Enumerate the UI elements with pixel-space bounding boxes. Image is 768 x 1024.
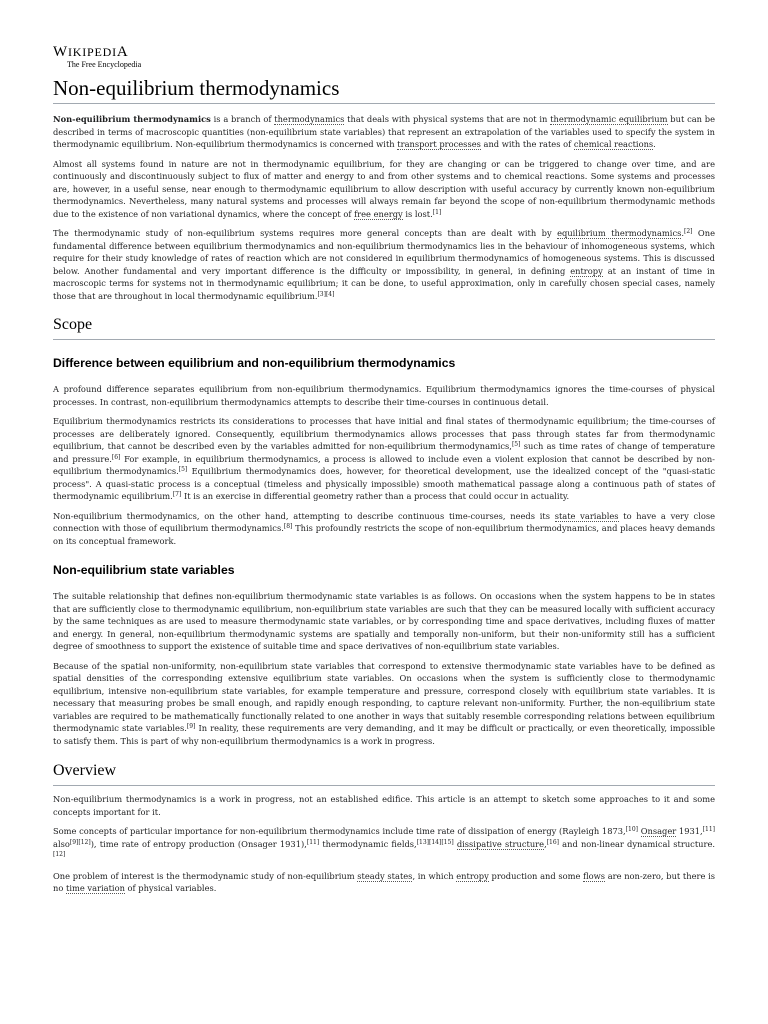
link-state-variables[interactable]: state variables — [554, 510, 619, 521]
citation-11[interactable]: [11] — [702, 826, 715, 833]
text-run: , in which — [412, 870, 457, 881]
bold-term: Non-equilibrium thermodynamics — [53, 114, 211, 124]
text-run: It is an exercise in differential geometry rather than a process that could occur in actuality. — [181, 491, 570, 501]
intro-paragraph-2 — [53, 158, 715, 221]
text-run: such as time rates of change of temperature and pressure. — [53, 441, 715, 464]
subsection-heading-difference: Difference between equilibrium and non-equilibrium thermodynamics — [53, 356, 456, 370]
text-run: The thermodynamic study of non-equilibrium systems requires more general concepts than are dealt with by — [53, 228, 558, 238]
citation-12[interactable]: [12] — [78, 838, 91, 846]
citation-1[interactable]: [1] — [432, 208, 442, 216]
citation-11b[interactable]: [11] — [306, 838, 320, 846]
text-run: that deals with physical systems that are not in — [344, 114, 551, 124]
overview-paragraph-1: Non-equilibrium thermodynamics is a work in progress, not an established edifice. This article is an attempt to sketch some approaches to it and some concepts important for it. — [53, 794, 715, 817]
section-heading-scope: Scope — [53, 315, 715, 340]
text-run: Equilibrium thermodynamics does, however, for theoretical development, use the idealized concept of the "quasi-static process". A quasi-static process is a conceptual (timeless and physically impossible) smooth mathematical passage along a continuous path of states of thermodynamic equilibrium. — [53, 466, 715, 501]
text-run: at an instant of time in macroscopic terms for systems not in thermodynamic equilibrium; it can be done, to useful approximation, only in carefully chosen special cases, namely those that are throughout in local thermodynamic equilibrium. — [53, 265, 715, 301]
text-run: . — [653, 139, 656, 149]
citation-14[interactable]: [14] — [429, 838, 442, 846]
citation-7[interactable]: [7] — [172, 491, 182, 498]
text-run: ), time rate of entropy production (Onsager 1931), — [90, 838, 307, 849]
text-run: Equilibrium thermodynamics restricts its considerations to processes that have initial and final states of thermodynamic equilibrium; the time-courses of processes are deliberately ignored. Consequently, equilibrium thermodynamics allows processes that pass through states far from thermodynamic equilibrium, that cannot be described even by the variables admitted for non-equilibrium thermodynamics, — [53, 416, 715, 451]
text-run: but can be described in terms of macroscopic quantities (non-equilibrium state variables) that represent an extrapolation of the variables used to specify the system in thermodynamic equilibrium. Non-equilibrium thermodynamics is concerned with — [53, 114, 716, 149]
citation-8[interactable]: [8] — [283, 523, 293, 530]
text-run: Some concepts of particular importance for non-equilibrium thermodynamics include time rate of dissipation of energy (Rayleigh 1873, — [53, 826, 626, 836]
text-run: also — [53, 838, 70, 849]
text-run: For example, in equilibrium thermodynamics, a process is allowed to include even a violent explosion that cannot be described by non-equilibrium thermodynamics. — [53, 453, 715, 476]
citation-5[interactable]: [5] — [511, 441, 521, 448]
text-run: are non-zero, but there is no — [53, 870, 715, 893]
link-dissipative-structure[interactable]: dissipative structure — [456, 838, 545, 849]
section-heading-overview: Overview — [53, 761, 715, 786]
citation-2[interactable]: [2] — [683, 228, 693, 235]
wikipedia-logo[interactable] — [53, 44, 715, 75]
text-run: to have a very close connection with those of equilibrium thermodynamics. — [53, 510, 715, 533]
citation-5b[interactable]: [5] — [178, 466, 188, 473]
overview-paragraph-3 — [53, 870, 715, 895]
text-run: and non-linear dynamical structure. — [559, 838, 716, 849]
citation-10[interactable]: [10] — [625, 826, 638, 833]
wikipedia-tagline: The Free Encyclopedia — [67, 60, 142, 69]
citation-15[interactable]: [15] — [441, 838, 454, 846]
link-equilibrium-thermodynamics[interactable]: equilibrium thermodynamics — [557, 228, 682, 238]
link-thermodynamics[interactable]: thermodynamics — [274, 114, 345, 124]
intro-paragraph-3 — [53, 227, 715, 302]
link-entropy-2[interactable]: entropy — [456, 870, 489, 881]
scope-paragraph-2 — [53, 415, 715, 503]
citation-3[interactable]: [3] — [317, 290, 326, 298]
text-run: Because of the spatial non-uniformity, non-equilibrium state variables that correspond to extensive thermodynamic state variables have to be defined as spatial densities of the corresponding extensive equilibrium state variables. On occasions when the system is sufficiently close to thermodynamic equilibrium, intensive non-equilibrium state variables, for example temperature and pressure, correspond closely with equilibrium state variables. It is necessary that measuring probes be small enough, and rapidly enough responding, to capture relevant non-uniformity. Further, the non-equilibrium state variables are required to be mathematically functionally related to one another in ways that suitably resemble corresponding relations between equilibrium thermodynamic state variables. — [53, 660, 715, 733]
text-run: of physical variables. — [124, 883, 217, 893]
link-transport-processes[interactable]: transport processes — [397, 139, 481, 149]
link-time-variation[interactable]: time variation — [65, 883, 125, 893]
citation-9b[interactable]: [9] — [69, 838, 79, 846]
link-thermodynamic-equilibrium[interactable]: thermodynamic equilibrium — [550, 114, 668, 124]
text-run: In reality, these requirements are very demanding, and it may be difficult or practically, or even theoretically, impossible to satisfy them. This is part of why non-equilibrium thermodynamics is a work in progress. — [53, 723, 715, 746]
citation-9[interactable]: [9] — [186, 723, 196, 730]
scope-paragraph-5 — [53, 660, 715, 748]
text-run: is lost. — [402, 208, 433, 219]
link-chemical-reactions[interactable]: chemical reactions — [573, 139, 654, 149]
scope-paragraph-1: A profound difference separates equilibrium from non-equilibrium thermodynamics. Equilibrium thermodynamics ignores the time-courses of physical processes. In contrast, non-equilibrium thermodynamics attempts to describe their time-courses in continuous detail. — [53, 384, 715, 407]
text-run: Non-equilibrium thermodynamics, on the other hand, attempting to describe continuous time-courses, needs its — [53, 510, 555, 521]
text-run: 1931, — [676, 826, 703, 836]
wikipedia-wordmark: WIKIPEDIA — [53, 44, 129, 60]
article-content — [53, 44, 715, 895]
text-run: Almost all systems found in nature are not in thermodynamic equilibrium, for they are changing or can be triggered to change over time, and are continuously and discontinuously subject to flux of matter and energy to and from other systems and to chemical reactions. Some systems and processes are, however, in a useful sense, near enough to thermodynamic equilibrium to allow description with useful accuracy by currently known non-equilibrium thermodynamics. Nevertheless, many natural systems and processes will always remain far beyond the scope of non-equilibrium thermodynamic methods due to the existence of non variational dynamics, where the concept of — [53, 158, 715, 219]
scope-paragraph-3 — [53, 510, 715, 548]
citation-13[interactable]: [13] — [416, 838, 430, 846]
citation-6[interactable]: [6] — [111, 453, 121, 461]
link-entropy[interactable]: entropy — [570, 265, 603, 276]
citation-4[interactable]: [4] — [325, 290, 335, 298]
text-run: , — [544, 838, 547, 849]
text-run: . — [681, 228, 684, 238]
citation-16[interactable]: [16] — [546, 838, 560, 846]
citation-12b[interactable]: [12] — [53, 851, 66, 858]
text-run: thermodynamic fields, — [319, 838, 417, 849]
text-run: One problem of interest is the thermodynamic study of non-equilibrium — [53, 870, 358, 881]
text-run: production and some — [488, 870, 584, 881]
text-run: One fundamental difference between equilibrium thermodynamics and non-equilibrium thermodynamics lies in the behaviour of inhomogeneous systems, which require for their study knowledge of rates of reaction which are not considered in equilibrium thermodynamics of homogeneous systems. This is discussed below. Another fundamental and very important difference is the difficulty or impossibility, in general, in defining — [53, 228, 715, 276]
text-run: IKIPEDI — [67, 45, 117, 59]
text-run: This profoundly restricts the scope of non-equilibrium thermodynamics, and places heavy demands on its conceptual framework. — [53, 523, 715, 546]
intro-paragraph-1 — [53, 113, 715, 151]
subsection-heading-state-variables: Non-equilibrium state variables — [53, 563, 235, 577]
link-flows[interactable]: flows — [583, 870, 605, 881]
scope-paragraph-4: The suitable relationship that defines non-equilibrium thermodynamic state variables is as follows. On occasions when the system happens to be in states that are sufficiently close to thermodynamic equilibrium, non-equilibrium state variables are such that they can be measured locally with sufficient accuracy by the same techniques as are used to measure thermodynamic state variables, or by corresponding time and space derivatives, including fluxes of matter and energy. In general, non-equilibrium thermodynamic systems are spatially and temporally non-uniform, but their non-uniformity still has a sufficient degree of smoothness to support the existence of suitable time and space derivatives of non-equilibrium state variables. — [53, 591, 715, 651]
link-free-energy[interactable]: free energy — [354, 208, 403, 219]
text-run: is a branch of — [210, 114, 275, 124]
link-onsager[interactable]: Onsager — [640, 826, 677, 836]
page-title: Non-equilibrium thermodynamics — [53, 76, 715, 104]
text-run: and with the rates of — [480, 139, 574, 149]
overview-paragraph-2 — [53, 825, 715, 863]
link-steady-states[interactable]: steady states — [357, 870, 413, 881]
